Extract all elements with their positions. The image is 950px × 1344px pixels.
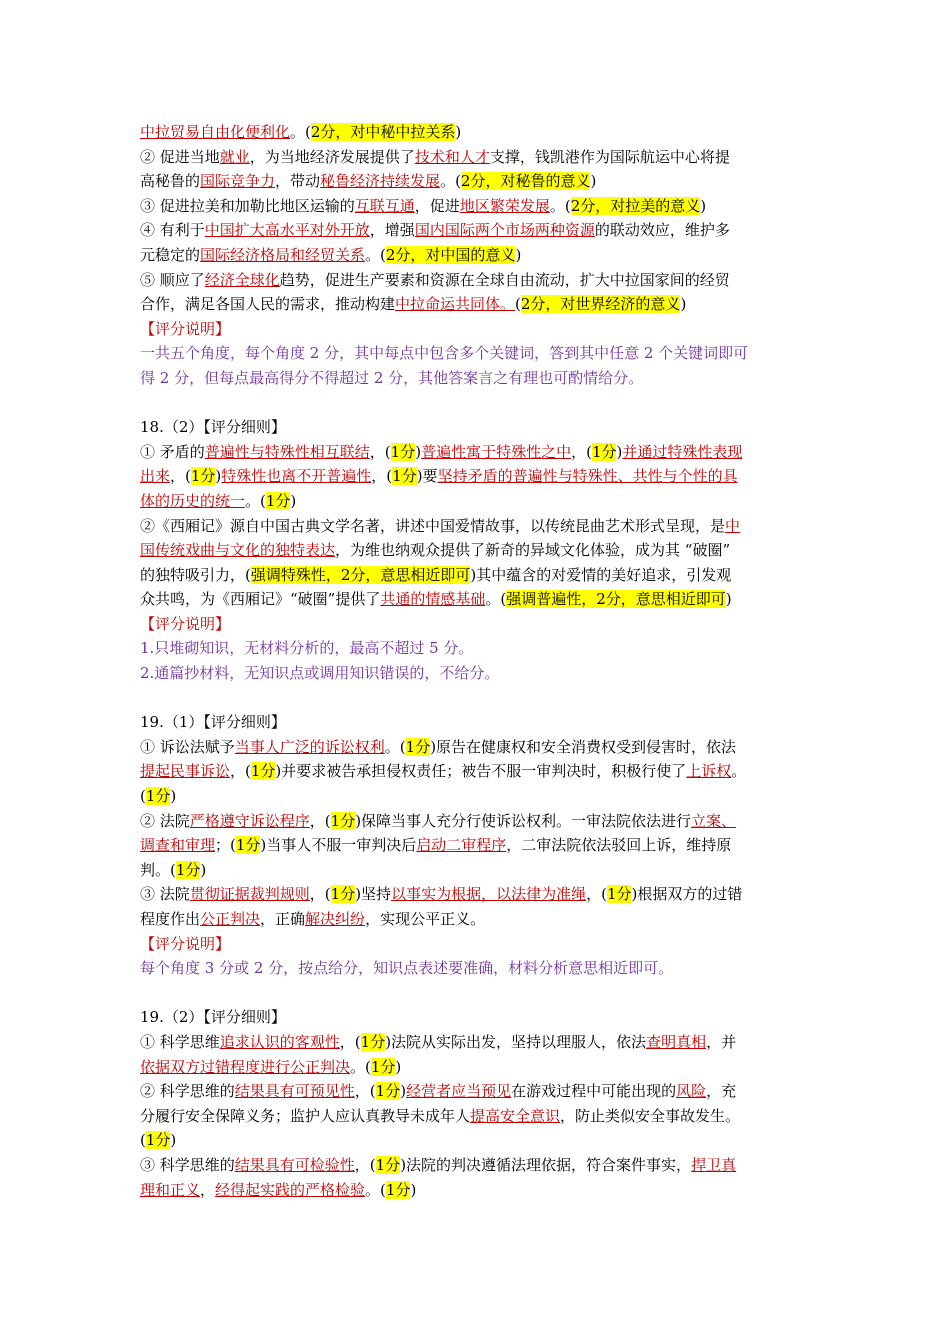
- answer-keyword: 经营者应当预见: [406, 1082, 512, 1101]
- text-segment: ，(: [354, 1082, 376, 1101]
- blank-line: [140, 686, 816, 711]
- text-segment: ② 科学思维的: [140, 1082, 235, 1101]
- answer-keyword: 体的历史的统一: [140, 491, 246, 510]
- answer-keyword: 调查和审理: [140, 836, 216, 855]
- text-segment: ③ 促进拉美和加勒比地区运输的: [140, 196, 355, 215]
- answer-keyword: 当事人广泛的诉讼权利: [234, 737, 385, 756]
- answer-keyword: 中拉贸易自由化便利化: [140, 123, 291, 141]
- text-segment: ，防止类似安全事故发生。: [560, 1106, 741, 1125]
- text-segment: )原告在健康权和安全消费权受到侵害时，依法: [430, 737, 737, 756]
- text-segment: 。(: [350, 1057, 371, 1076]
- score-highlight: 1分: [405, 737, 431, 756]
- text-segment: 分履行安全保障义务；监护人应认真教导未成年人: [140, 1106, 471, 1125]
- section-heading: 【评分说明】: [140, 614, 231, 633]
- answer-keyword: 中: [725, 516, 741, 535]
- text-line: [140, 1005, 816, 1030]
- scoring-note: 得 2 分，但每点最高得分不得超过 2 分，其他答案言之有理也可酌情给分。: [140, 368, 644, 387]
- answer-keyword: 捍卫真: [691, 1155, 737, 1174]
- text-line: [140, 809, 816, 834]
- answer-keyword: 提起民事诉讼: [140, 762, 231, 781]
- text-line: [140, 1079, 816, 1104]
- text-segment: ，(: [170, 467, 191, 486]
- score-highlight: 1分: [375, 1082, 401, 1101]
- text-line: [140, 341, 816, 366]
- text-line: [140, 1104, 816, 1129]
- text-segment: ): [616, 442, 623, 461]
- answer-keyword: 技术和人才: [414, 147, 490, 166]
- text-line: [140, 317, 816, 342]
- score-highlight: 1分: [390, 442, 416, 461]
- text-segment: ，并: [706, 1032, 737, 1051]
- score-highlight: 1分: [145, 787, 171, 806]
- text-line: [140, 1178, 816, 1203]
- text-line: [140, 514, 816, 539]
- text-segment: )要: [416, 467, 438, 486]
- text-segment: ): [700, 196, 707, 215]
- text-segment: ，为当地经济发展提供了: [249, 147, 415, 166]
- answer-keyword: 并通过特殊性表现: [622, 442, 743, 461]
- answer-keyword: 贯彻证据裁判规则: [189, 885, 310, 904]
- text-segment: ): [415, 442, 422, 461]
- text-segment: ): [400, 1082, 407, 1101]
- text-segment: 众共鸣，为《西厢记》“破圈”提供了: [140, 590, 381, 609]
- score-highlight: 1分: [190, 467, 216, 486]
- score-highlight: 1分: [235, 836, 261, 855]
- answer-keyword: 国际竞争力: [200, 172, 276, 191]
- text-segment: 。(: [549, 196, 571, 215]
- text-segment: ① 矛盾的: [140, 442, 205, 461]
- score-highlight: 强调特殊性，2分，意思相近即可: [250, 565, 471, 584]
- score-highlight: 2分，对秘鲁的意义: [460, 172, 591, 191]
- text-line: [140, 145, 816, 170]
- text-segment: ②《西厢记》源自中国古典文学名著，讲述中国爱情故事，以传统昆曲艺术形式呈现，是: [140, 516, 726, 535]
- score-highlight: 1分: [385, 1180, 411, 1199]
- answer-keyword: 上诉权: [686, 762, 732, 781]
- text-segment: ① 诉讼法赋予: [140, 737, 235, 756]
- text-segment: ，促进: [414, 196, 460, 215]
- score-highlight: 1分: [370, 1057, 396, 1076]
- text-segment: ): [680, 295, 687, 314]
- text-segment: )法院从实际出发，坚持以理服人，依法: [385, 1032, 647, 1051]
- text-segment: ): [725, 590, 732, 609]
- text-segment: ): [200, 860, 207, 879]
- score-highlight: 1分: [330, 885, 356, 904]
- answer-keyword: 解决纠纷: [305, 910, 366, 928]
- document-page: [140, 120, 816, 1202]
- text-segment: 。(: [440, 172, 461, 191]
- answer-keyword: 以事实为根据，以法律为准绳: [391, 885, 587, 904]
- answer-keyword: 严格遵守诉讼程序: [189, 811, 310, 830]
- text-segment: 。(: [365, 245, 386, 264]
- scoring-note: 每个角度 3 分或 2 分，按点给分，知识点表述要准确，材料分析意思相近即可。: [140, 959, 674, 978]
- text-segment: )其中蕴含的对爱情的美好追求，引发观: [470, 565, 732, 584]
- text-segment: 18.（2）【评分细则】: [140, 418, 286, 437]
- text-segment: ，(: [571, 442, 592, 461]
- text-segment: )根据双方的过错: [631, 885, 743, 904]
- text-segment: ③ 法院: [140, 885, 190, 904]
- text-segment: ，(: [339, 1032, 361, 1051]
- text-segment: )保障当事人充分行使诉讼权利。一审法院依法进行: [355, 811, 692, 830]
- text-segment: ，二审法院依法驳回上诉，维持原: [506, 836, 732, 855]
- answer-keyword: 坚持矛盾的普遍性与特殊性、共性与个性的具: [437, 467, 738, 486]
- answer-keyword: 普遍性寓于特殊性之中: [421, 442, 572, 461]
- text-line: [140, 956, 816, 981]
- text-line: [140, 169, 816, 194]
- blank-line: [140, 981, 816, 1006]
- text-line: [140, 464, 816, 489]
- text-segment: 高秘鲁的: [140, 172, 201, 191]
- score-highlight: 2分，对中国的意义: [385, 245, 516, 264]
- answer-keyword: 依据双方过错程度进行公正判决: [140, 1057, 351, 1076]
- blank-line: [140, 391, 816, 416]
- text-segment: 在游戏过程中可能出现的: [511, 1082, 677, 1101]
- text-line: [140, 784, 816, 809]
- score-highlight: 1分: [606, 885, 632, 904]
- text-segment: ；(: [215, 836, 236, 855]
- text-segment: 。(: [365, 1180, 386, 1199]
- text-segment: 19.（1）【评分细则】: [140, 713, 286, 732]
- text-segment: 合作，满足各国人民的需求，推动构建: [140, 295, 396, 314]
- text-segment: )并要求被告承担侵权责任；被告不服一审判决时，积极行使了: [275, 762, 687, 781]
- answer-keyword: 就业: [219, 147, 250, 166]
- text-line: [140, 735, 816, 760]
- answer-keyword: 共通的情感基础: [380, 590, 486, 609]
- answer-keyword: 普遍性与特殊性相互联结: [204, 442, 370, 461]
- answer-keyword: 理和正义: [140, 1180, 201, 1199]
- text-segment: 判。(: [140, 860, 176, 879]
- score-highlight: 强调普遍性，2分，意思相近即可: [506, 590, 726, 609]
- text-line: [140, 1128, 816, 1153]
- answer-keyword: 互联互通: [354, 196, 415, 215]
- text-line: [140, 440, 816, 465]
- scoring-note: 2.通篇抄材料，无知识点或调用知识错误的，不给分。: [140, 664, 500, 683]
- text-segment: 趋势，促进生产要素和资源在全球自由流动，扩大中拉国家间的经贸: [279, 270, 730, 289]
- text-segment: 。(: [245, 491, 266, 510]
- text-segment: ，增强: [369, 221, 415, 240]
- answer-keyword: 风险: [676, 1082, 707, 1101]
- answer-keyword: 秘鲁经济持续发展: [320, 172, 441, 191]
- answer-keyword: 结果具有可检验性: [234, 1155, 355, 1174]
- answer-keyword: 提高安全意识: [470, 1106, 561, 1125]
- text-line: [140, 120, 816, 145]
- text-segment: ，正确: [260, 910, 306, 928]
- text-segment: ，(: [230, 762, 251, 781]
- text-segment: ② 促进当地: [140, 147, 220, 166]
- score-highlight: 1分: [375, 1155, 401, 1174]
- text-line: [140, 587, 816, 612]
- answer-keyword: 国内国际两个市场两种资源: [414, 221, 595, 240]
- text-segment: ): [215, 467, 222, 486]
- score-highlight: 1分: [250, 762, 276, 781]
- text-segment: ，为维也纳观众提供了新奇的异域文化体验，成为其 “破圈”: [335, 541, 731, 560]
- score-highlight: 2分，对中秘中拉关系: [310, 123, 456, 141]
- answer-keyword: 出来: [140, 467, 171, 486]
- text-line: [140, 243, 816, 268]
- text-line: [140, 292, 816, 317]
- text-segment: 元稳定的: [140, 245, 201, 264]
- text-segment: 。(: [384, 737, 406, 756]
- text-segment: 19.（2）【评分细则】: [140, 1008, 286, 1027]
- text-line: [140, 1030, 816, 1055]
- score-highlight: 1分: [330, 811, 356, 830]
- text-segment: 。(: [485, 590, 507, 609]
- text-segment: 程度作出: [140, 910, 201, 928]
- answer-keyword: 追求认识的客观性: [219, 1032, 340, 1051]
- answer-keyword: 经得起实践的严格检验: [215, 1180, 366, 1199]
- text-segment: ): [590, 172, 597, 191]
- text-segment: ，带动: [275, 172, 321, 191]
- score-highlight: 2分，对世界经济的意义: [520, 295, 681, 314]
- text-segment: ，(: [354, 1155, 376, 1174]
- score-highlight: 1分: [360, 1032, 386, 1051]
- text-segment: ② 法院: [140, 811, 190, 830]
- text-line: [140, 710, 816, 735]
- scoring-note: 一共五个角度，每个角度 2 分，其中每点中包含多个关键词，答到其中任意 2 个关键词即可: [140, 344, 749, 363]
- text-line: [140, 858, 816, 883]
- text-segment: ③ 科学思维的: [140, 1155, 235, 1174]
- text-line: [140, 907, 816, 932]
- text-segment: (: [140, 787, 146, 806]
- text-segment: ，(: [369, 442, 391, 461]
- section-heading: 【评分说明】: [140, 934, 231, 953]
- score-highlight: 1分: [175, 860, 201, 879]
- text-segment: )当事人不服一审判决后: [260, 836, 417, 855]
- text-line: [140, 636, 816, 661]
- text-segment: (: [140, 1131, 146, 1150]
- text-line: [140, 218, 816, 243]
- score-highlight: 1分: [145, 1131, 171, 1150]
- answer-keyword: 国际经济格局和经贸关系: [200, 245, 366, 264]
- text-segment: )法院的判决遵循法理依据，符合案件事实，: [400, 1155, 692, 1174]
- score-highlight: 1分: [591, 442, 617, 461]
- text-segment: ): [290, 491, 297, 510]
- text-segment: ): [455, 123, 462, 141]
- text-segment: ① 科学思维: [140, 1032, 220, 1051]
- text-segment: 。(: [290, 123, 311, 141]
- text-segment: (: [515, 295, 521, 314]
- answer-keyword: 查明真相: [646, 1032, 707, 1051]
- text-segment: ，(: [309, 811, 331, 830]
- section-heading: 【评分说明】: [140, 319, 231, 338]
- text-line: [140, 268, 816, 293]
- answer-keyword: 特殊性也离不开普遍性: [221, 467, 372, 486]
- text-line: [140, 612, 816, 637]
- answer-keyword: 启动二审程序: [416, 836, 507, 855]
- text-segment: 的独特吸引力，(: [140, 565, 251, 584]
- text-line: [140, 882, 816, 907]
- text-segment: ): [410, 1180, 417, 1199]
- text-line: [140, 366, 816, 391]
- text-segment: ，(: [309, 885, 331, 904]
- text-segment: ): [515, 245, 522, 264]
- text-segment: ): [170, 787, 177, 806]
- answer-keyword: 立案、: [691, 811, 737, 830]
- score-highlight: 2分，对拉美的意义: [570, 196, 701, 215]
- text-segment: 支撑，钱凯港作为国际航运中心将提: [489, 147, 730, 166]
- scoring-note: 1.只堆砌知识，无材料分析的，最高不超过 5 分。: [140, 639, 474, 658]
- text-line: [140, 833, 816, 858]
- answer-keyword: 中拉命运共同体。: [395, 295, 516, 314]
- answer-keyword: 结果具有可预见性: [234, 1082, 355, 1101]
- text-segment: ): [170, 1131, 177, 1150]
- text-segment: ，充: [706, 1082, 737, 1101]
- answer-keyword: 国传统戏曲与文化的独特表达: [140, 541, 336, 560]
- text-segment: ④ 有利于: [140, 221, 205, 240]
- answer-keyword: 中国扩大高水平对外开放: [204, 221, 370, 240]
- score-highlight: 1分: [392, 467, 417, 486]
- text-line: [140, 661, 816, 686]
- text-segment: 的联动效应，维护多: [594, 221, 730, 240]
- text-line: [140, 932, 816, 957]
- score-highlight: 1分: [265, 491, 291, 510]
- answer-keyword: 经济全球化: [204, 270, 280, 289]
- text-line: [140, 538, 816, 563]
- text-segment: 。: [731, 762, 747, 781]
- text-line: [140, 1153, 816, 1178]
- text-line: [140, 759, 816, 784]
- text-line: [140, 563, 816, 588]
- answer-keyword: 地区繁荣发展: [459, 196, 550, 215]
- text-segment: ，: [200, 1180, 216, 1199]
- text-segment: ，(: [371, 467, 393, 486]
- text-segment: ): [395, 1057, 402, 1076]
- text-segment: )坚持: [355, 885, 392, 904]
- text-segment: ，实现公平正义。: [365, 910, 486, 928]
- text-segment: ，(: [586, 885, 607, 904]
- text-segment: ⑤ 顺应了: [140, 270, 205, 289]
- answer-keyword: 公正判决: [200, 910, 261, 928]
- text-line: [140, 415, 816, 440]
- text-line: [140, 194, 816, 219]
- text-line: [140, 489, 816, 514]
- text-line: [140, 1055, 816, 1080]
